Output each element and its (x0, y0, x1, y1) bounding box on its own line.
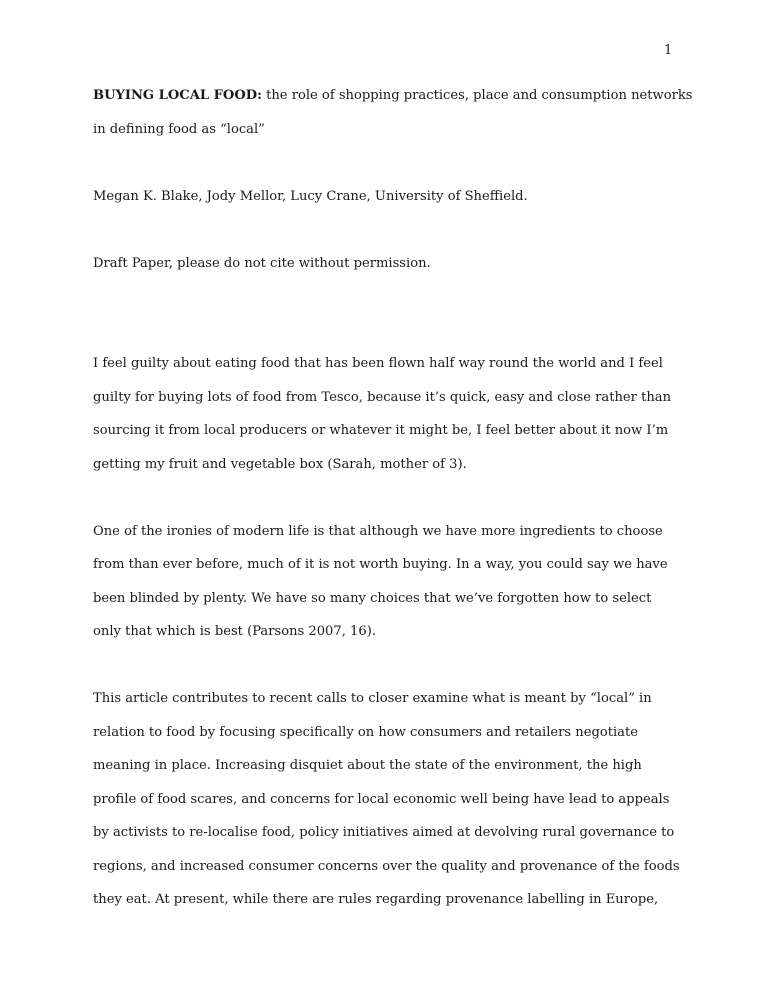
paragraph-line: meaning in place. Increasing disquiet about the state of the environment, the high (93, 758, 642, 773)
quote-line: only that which is best (Parsons 2007, 16). (93, 624, 376, 639)
quote-parsons (93, 515, 683, 649)
body-paragraph (93, 682, 683, 917)
title-bold: BUYING LOCAL FOOD: (93, 88, 262, 103)
paragraph-line: profile of food scares, and concerns for local economic well being have lead to appeals (93, 791, 670, 807)
quote-line: been blinded by plenty. We have so many choices that we’ve forgotten how to select (93, 590, 652, 606)
authors-line: Megan K. Blake, Jody Mellor, Lucy Crane, University of Sheffield. (93, 188, 528, 204)
title-line-2: in defining food as “local” (93, 121, 265, 137)
spacer (93, 481, 683, 515)
spacer (93, 280, 683, 314)
paragraph-line: they eat. At present, while there are rules regarding provenance labelling in Europe, (93, 892, 659, 907)
quote-line: from than ever before, much of it is not worth buying. In a way, you could say we have (93, 557, 668, 572)
paragraph-line: relation to food by focusing specifically on how consumers and retailers negotiate (93, 724, 639, 740)
spacer (93, 213, 683, 247)
quote-line: getting my fruit and vegetable box (Sarah, mother of 3). (93, 456, 467, 472)
document-body (93, 79, 693, 917)
quote-line: sourcing it from local producers or whatever it might be, I feel better about it now I’m (93, 423, 669, 438)
spacer (93, 649, 683, 683)
page-number: 1 (664, 43, 673, 58)
draft-note: Draft Paper, please do not cite without permission. (93, 255, 431, 271)
paragraph-line: regions, and increased consumer concerns over the quality and provenance of the foods (93, 858, 680, 874)
paragraph-line: This article contributes to recent calls to closer examine what is meant by “local” in (93, 691, 652, 706)
paper-title (93, 79, 693, 146)
quote-line: I feel guilty about eating food that has been flown half way round the world and I feel (93, 356, 663, 371)
spacer (93, 146, 683, 180)
quote-line: One of the ironies of modern life is that although we have more ingredients to choose (93, 523, 663, 539)
spacer (93, 314, 683, 348)
quote-line: guilty for buying lots of food from Tesco, because it’s quick, easy and close rather than (93, 389, 672, 405)
title-line-1 (93, 79, 693, 113)
title-rest: the role of shopping practices, place and consumption networks (261, 88, 693, 103)
quote-sarah (93, 347, 683, 481)
paragraph-line: by activists to re-localise food, policy initiatives aimed at devolving rural governance to (93, 825, 675, 840)
